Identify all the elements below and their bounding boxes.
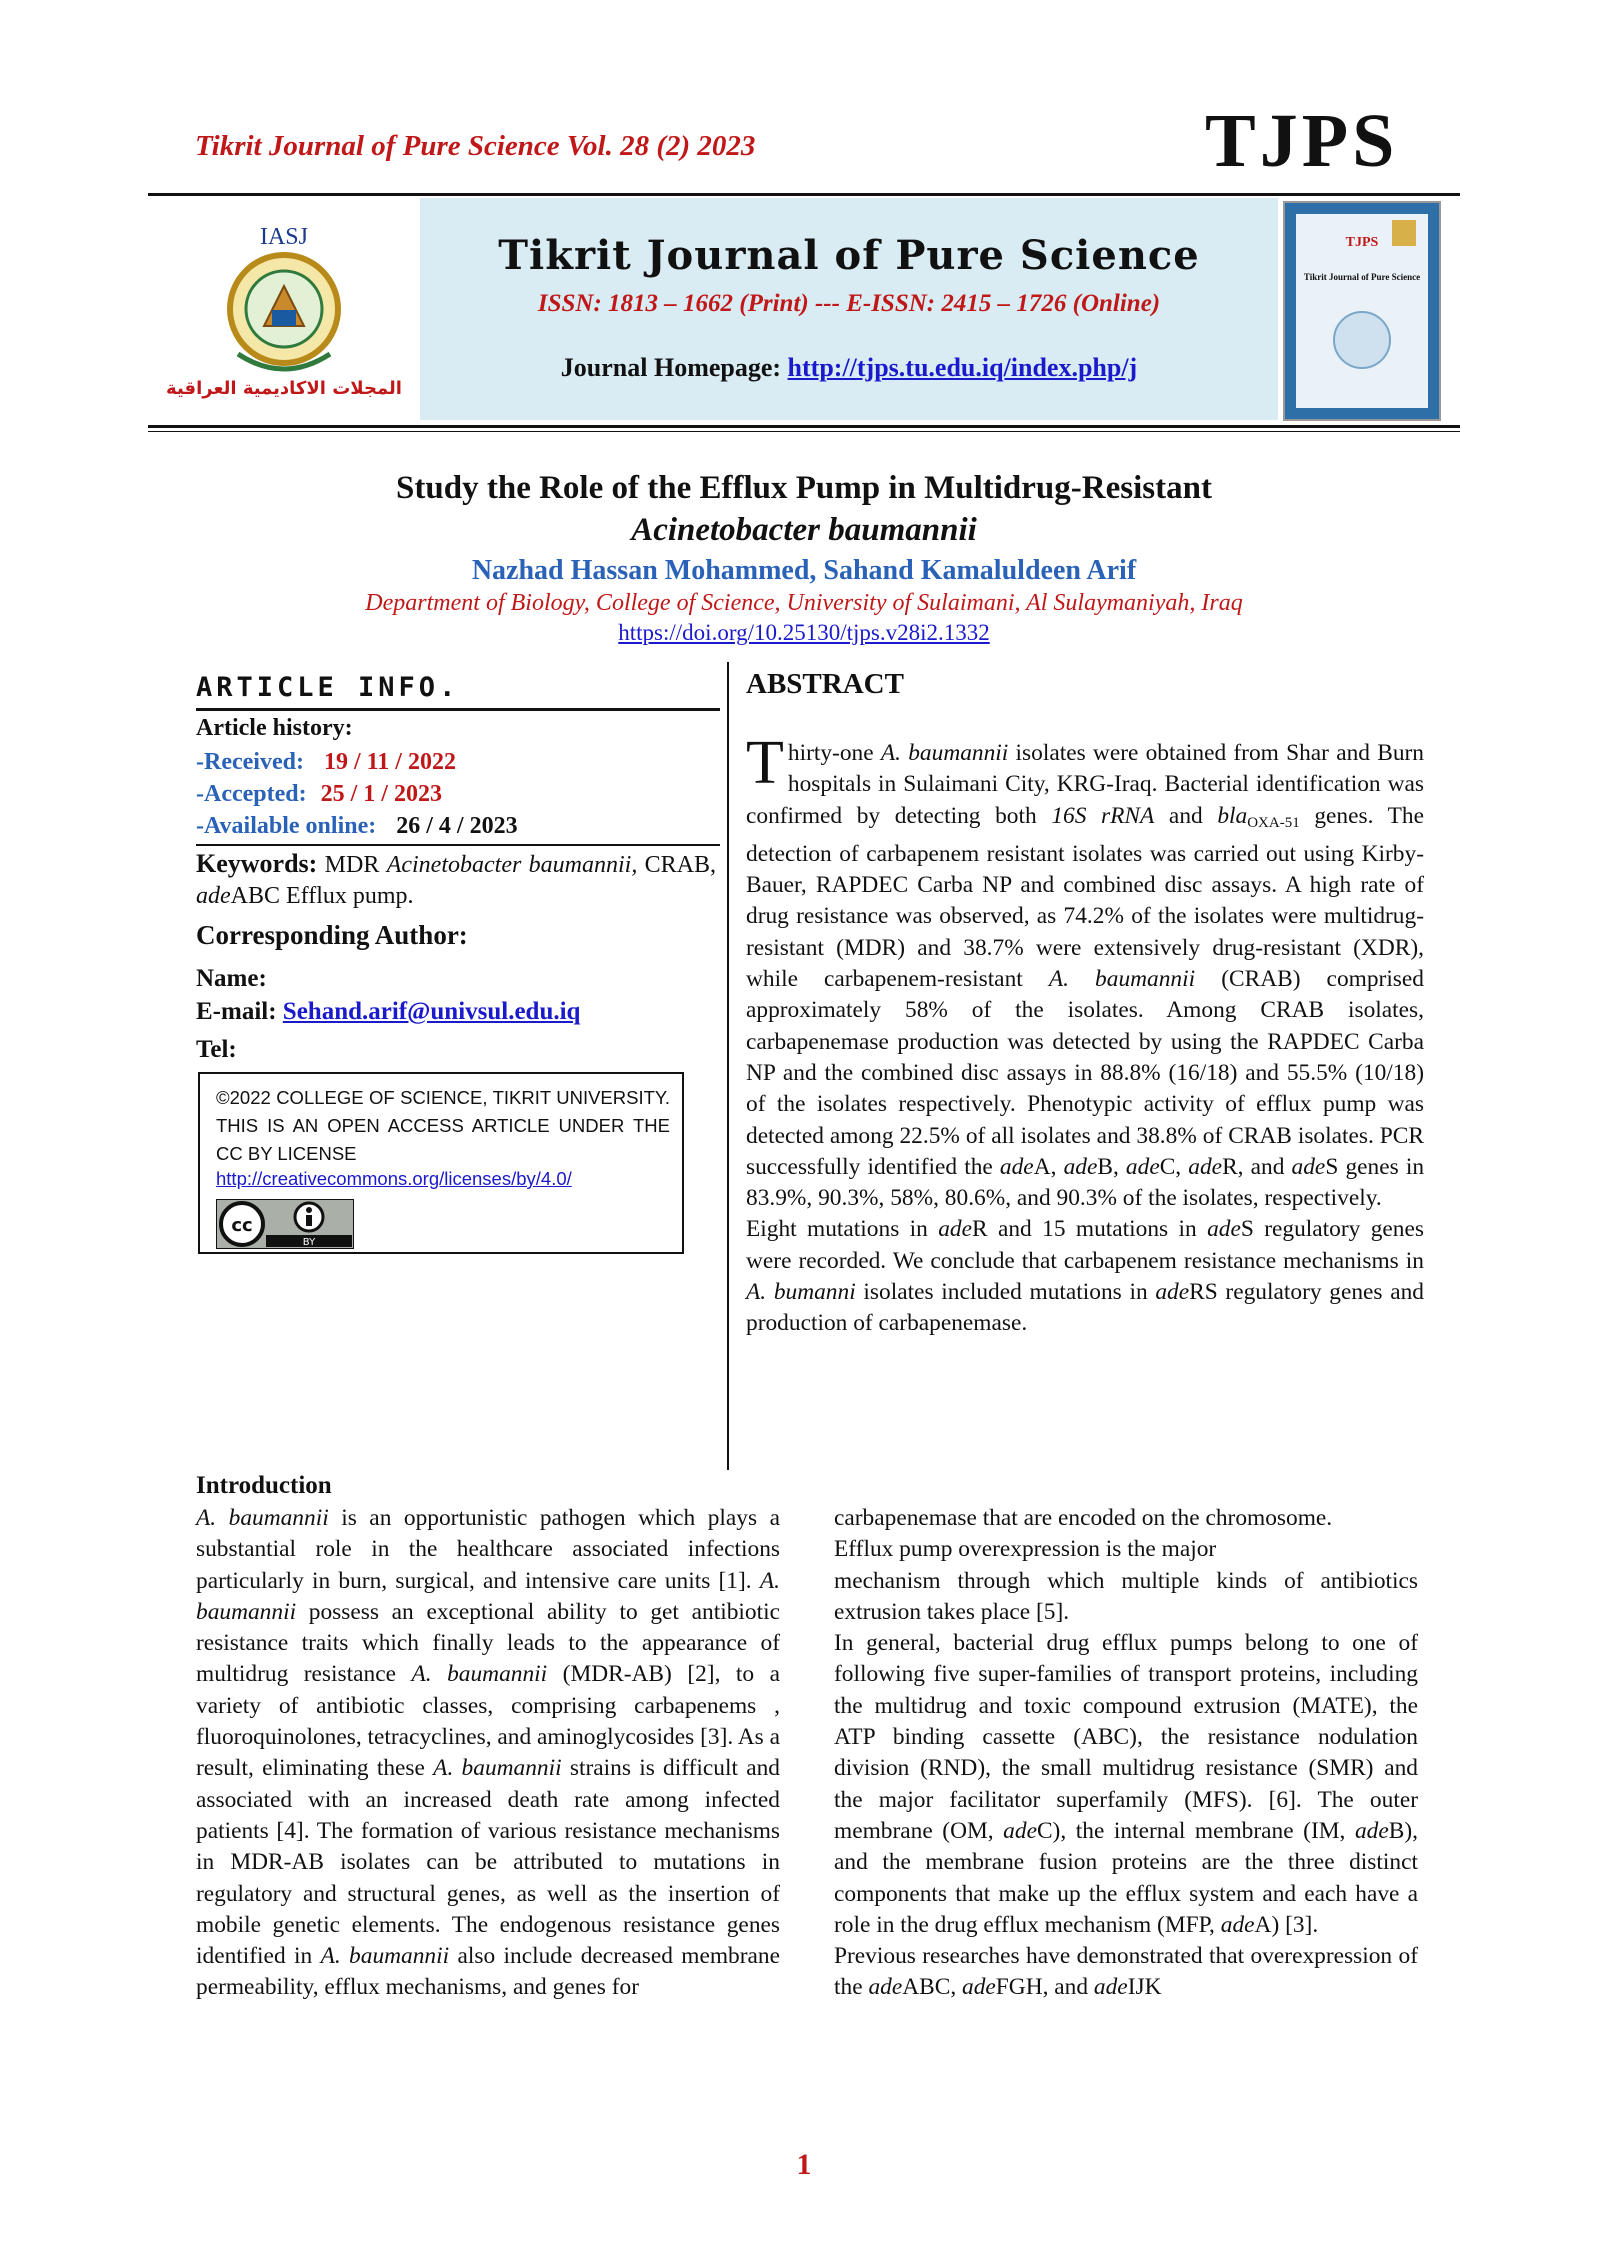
accepted-row — [196, 781, 442, 808]
homepage-label: Journal Homepage: — [560, 353, 782, 382]
introduction-right-column — [834, 1503, 1418, 2004]
cover-title: Tikrit Journal of Pure Science — [1303, 272, 1421, 282]
email-link[interactable]: Sehand.arif@univsul.edu.iq — [282, 998, 581, 1025]
svg-text:cc: cc — [231, 1215, 253, 1236]
available-label: -Available online: — [196, 813, 377, 839]
header-rule-bottom-thin — [148, 431, 1460, 432]
license-text: ©2022 COLLEGE OF SCIENCE, TIKRIT UNIVERSITY. THIS IS AN OPEN ACCESS ARTICLE UNDER THE CC BY LICENSE — [216, 1087, 670, 1164]
email-row — [196, 998, 580, 1026]
article-info-rule — [196, 708, 720, 711]
abstract-paragraph-2: Eight mutations in adeR and 15 mutations in adeS regulatory genes were recorded. We conclude that carbapenem resistance mechanisms in A. bumanni isolates included mutations in adeRS regulatory genes and production of carbapenemase. — [746, 1216, 1424, 1337]
article-info-heading: ARTICLE INFO. — [196, 672, 460, 703]
journal-cover-thumbnail — [1282, 200, 1442, 422]
corresponding-author-label: Corresponding Author: — [196, 920, 468, 950]
abstract-text: Thirty-one A. baumannii isolates were obtained from Shar and Burn hospitals in Sulaimani City, KRG-Iraq. Bacterial identification was confirmed by detecting both 16S rRNA and bla$_{OXA-51}$ genes. The detection of carbapenem resistant isolates was carried out using Kirby- Bauer, RAPDEC Carba NP and combined disc assays. A high rate of drug resistance was observed, as 74.2% of the isolates were multidrug-resistant (MDR) and 38.7% were extensively drug-resistant (XDR), while carbapenem-resistant A. baumannii (CRAB) comprised approximately 58% of the isolates. Among CRAB isolates, carbapenemase production was detected by using the RAPDEC Carba NP and the combined disc assays in 88.8% (16/18) and 55.5% (10/18) of the isolates respectively. Phenotypic activity of efflux pump was detected among 22.5% of all isolates and 38.8% of CRAB isolates. PCR successfully identified the adeA, adeB, adeC, adeR, and adeS genes in 83.9%, 90.3%, 58%, 80.6%, and 90.3% of the isolates, respectively. Eight mutations in adeR and 15 mutations in adeS regulatory genes were recorded. We conclude that carbapenem resistance mechanisms in A. bumanni isolates included mutations in adeRS regulatory genes and production of carbapenemase. — [746, 738, 1424, 1340]
iasj-logo — [160, 214, 408, 404]
column-divider — [727, 662, 729, 1470]
keywords — [196, 848, 716, 912]
journal-volume-line: Tikrit Journal of Pure Science Vol. 28 (2) 2023 — [195, 130, 756, 162]
available-date: 26 / 4 / 2023 — [396, 813, 518, 839]
paper-title-species: Acinetobacter baumannii — [631, 512, 977, 548]
accepted-label: -Accepted: — [196, 781, 307, 807]
kw-ade: ade — [196, 883, 231, 909]
abstract-heading: ABSTRACT — [746, 668, 904, 700]
page-number: 1 — [796, 2148, 812, 2181]
received-label: -Received: — [196, 749, 304, 775]
received-row — [196, 749, 456, 776]
cover-abbr: TJPS — [1345, 235, 1379, 250]
abstract-dropcap: T — [746, 729, 784, 797]
keywords-label: Keywords: — [196, 849, 318, 878]
paper-affiliation: Department of Biology, College of Science, University of Sulaimani, Al Sulaymaniyah, Iraq — [365, 590, 1243, 616]
kw-efflux: ABC Efflux pump. — [230, 883, 414, 909]
introduction-heading: Introduction — [196, 1472, 332, 1499]
article-history-label: Article history: — [196, 715, 353, 741]
paper-title: Study the Role of the Efflux Pump in Multidrug-Resistant — [396, 470, 1212, 506]
introduction-left-column: A. baumannii is an opportunistic pathogen which plays a substantial role in the healthcare associated infections particularly in burn, surgical, and intensive care units [1]. A. baumannii possess an exceptional ability to get antibiotic resistance traits which finally leads to the appearance of multidrug resistance A. baumannii (MDR-AB) [2], to a variety of antibiotic classes, comprising carbapenems , fluoroquinolones, tetracyclines, and aminoglycosides [3]. As a result, eliminating these A. baumannii strains is difficult and associated with an increased death rate among infected patients [4]. The formation of various resistance mechanisms in MDR-AB isolates can be attributed to mutations in regulatory and structural genes, as well as the insertion of mobile genetic elements. The endogenous resistance genes identified in A. baumannii also include decreased membrane permeability, efflux mechanisms, and genes for — [196, 1505, 781, 2001]
intro-right-line-1: carbapenemase that are encoded on the chromosome. — [834, 1505, 1333, 1531]
banner-journal-title: Tikrit Journal of Pure Science — [498, 232, 1200, 279]
intro-right-para-2: In general, bacterial drug efflux pumps belong to one of following five super-families of transport proteins, including the multidrug and toxic compound extrusion (MATE), the ATP binding cassette (ABC), the resistance nodulation division (RND), the small multidrug resistance (SMR) and the major facilitator superfamily (MFS). [6]. The outer membrane (OM, adeC), the internal membrane (IM, adeB), and the membrane fusion proteins are the three distinct components that make up the efflux system and each have a role in the drug efflux mechanism (MFP, adeA) [3]. — [834, 1630, 1418, 1938]
header-rule-bottom — [148, 425, 1460, 428]
journal-homepage — [420, 353, 1278, 383]
iasj-arabic: المجلات الاكاديمية العراقية — [166, 378, 402, 399]
cc-by-badge[interactable] — [216, 1199, 354, 1249]
intro-right-line-2: Efflux pump overexpression is the major — [834, 1536, 1217, 1563]
cc-by-label: BY — [302, 1237, 316, 1248]
paper-doi-link[interactable]: https://doi.org/10.25130/tjps.v28i2.1332 — [618, 620, 990, 645]
accepted-date: 25 / 1 / 2023 — [320, 781, 442, 807]
iasj-label: IASJ — [259, 224, 309, 250]
tjps-wordmark: TJPS — [1205, 99, 1399, 183]
header-rule-top — [148, 193, 1460, 196]
kw-crab: CRAB, — [644, 852, 717, 878]
kw-mdr: MDR — [324, 852, 380, 878]
homepage-link[interactable]: http://tjps.tu.edu.iq/index.php/j — [787, 353, 1138, 382]
keywords-rule — [196, 844, 720, 846]
paper-authors: Nazhad Hassan Mohammed, Sahand Kamaluldeen Arif — [471, 555, 1137, 586]
received-date: 19 / 11 / 2022 — [323, 749, 456, 775]
issn-line: ISSN: 1813 – 1662 (Print) --- E-ISSN: 2415 – 1726 (Online) — [537, 290, 1161, 317]
kw-acinetobacter: Acinetobacter baumannii, — [386, 852, 638, 878]
name-label: Name: — [196, 965, 267, 992]
tel-label: Tel: — [196, 1036, 237, 1063]
available-row — [196, 813, 518, 840]
email-label: E-mail: — [196, 998, 277, 1025]
intro-right-para-3: Previous researches have demonstrated that overexpression of the adeABC, adeFGH, and adeIJK — [834, 1943, 1418, 2001]
license-box — [198, 1072, 684, 1254]
license-link[interactable]: http://creativecommons.org/licenses/by/4.0/ — [216, 1168, 572, 1189]
intro-right-para-1: mechanism through which multiple kinds of antibiotics extrusion takes place [5]. — [834, 1567, 1418, 1625]
